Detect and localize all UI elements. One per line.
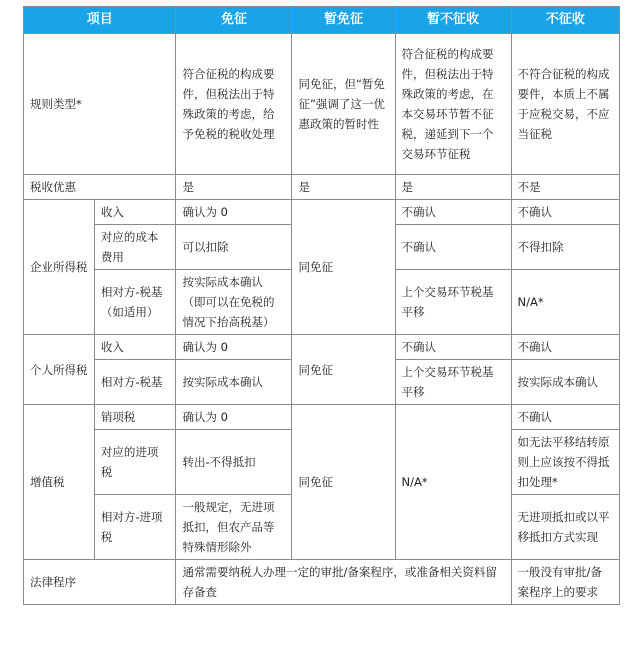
cell-benefit-deferred: 是 [395, 175, 511, 200]
sub-label-iit-basis: 相对方-税基 [94, 360, 176, 405]
table-row [24, 175, 620, 200]
row-label-legal: 法律程序 [24, 560, 176, 605]
cell-cit-basis-deferred: 上个交易环节税基平移 [395, 270, 511, 335]
header-not-taxed: 不征收 [511, 7, 620, 34]
cell-cit-cost-exempt: 可以扣除 [176, 225, 292, 270]
sub-label-vat-input: 对应的进项税 [94, 430, 176, 495]
table-row [24, 34, 620, 175]
cell-vat-output-not-taxed: 不确认 [511, 405, 620, 430]
comparison-table-container [23, 6, 620, 605]
cell-legal-not-taxed: 一般没有审批/备案程序上的要求 [511, 560, 620, 605]
cell-cit-basis-not-taxed: N/A* [511, 270, 620, 335]
table-row [24, 405, 620, 430]
sub-label-cit-income: 收入 [94, 200, 176, 225]
cell-iit-income-not-taxed: 不确认 [511, 335, 620, 360]
cell-cit-income-exempt: 确认为 0 [176, 200, 292, 225]
sub-label-vat-counter-input: 相对方-进项税 [94, 495, 176, 560]
sub-label-vat-output: 销项税 [94, 405, 176, 430]
table-row [24, 200, 620, 225]
cell-iit-basis-exempt: 按实际成本确认 [176, 360, 292, 405]
tax-comparison-table [23, 6, 620, 605]
cell-vat-input-exempt: 转出-不得抵扣 [176, 430, 292, 495]
cell-cit-cost-deferred: 不确认 [395, 225, 511, 270]
cell-cit-income-deferred: 不确认 [395, 200, 511, 225]
cell-legal-common: 通常需要纳税人办理一定的审批/备案程序，或准备相关资料留存备查 [176, 560, 511, 605]
row-label-cit: 企业所得税 [24, 200, 95, 335]
cell-vat-deferred: N/A* [395, 405, 511, 560]
cell-rule-deferred: 符合征税的构成要件，但税法出于特殊政策的考虑，在本交易环节暂不征税，递延到下一个交易环节征税 [395, 34, 511, 175]
header-temp-exempt: 暂免征 [292, 7, 395, 34]
row-label-tax-benefit: 税收优惠 [24, 175, 176, 200]
cell-rule-not-taxed: 不符合征税的构成要件，本质上不属于应税交易，不应当征税 [511, 34, 620, 175]
cell-vat-input-not-taxed: 如无法平移结转原则上应该按不得抵扣处理* [511, 430, 620, 495]
cell-rule-temp-exempt: 同免征，但“暂免征”强调了这一优惠政策的暂时性 [292, 34, 395, 175]
table-row [24, 335, 620, 360]
cell-vat-counter-exempt: 一般规定，无进项抵扣，但农产品等特殊情形除外 [176, 495, 292, 560]
cell-cit-temp-exempt: 同免征 [292, 200, 395, 335]
cell-cit-basis-exempt: 按实际成本确认（即可以在免税的情况下抬高税基） [176, 270, 292, 335]
cell-cit-income-not-taxed: 不确认 [511, 200, 620, 225]
cell-cit-cost-not-taxed: 不得扣除 [511, 225, 620, 270]
cell-vat-counter-not-taxed: 无进项抵扣或以平移抵扣方式实现 [511, 495, 620, 560]
cell-iit-temp-exempt: 同免征 [292, 335, 395, 405]
sub-label-cit-basis: 相对方-税基（如适用） [94, 270, 176, 335]
sub-label-iit-income: 收入 [94, 335, 176, 360]
cell-benefit-exempt: 是 [176, 175, 292, 200]
cell-iit-basis-not-taxed: 按实际成本确认 [511, 360, 620, 405]
cell-iit-income-exempt: 确认为 0 [176, 335, 292, 360]
cell-vat-temp-exempt: 同免征 [292, 405, 395, 560]
sub-label-cit-cost: 对应的成本费用 [94, 225, 176, 270]
header-exempt: 免征 [176, 7, 292, 34]
row-label-rule-type: 规则类型* [24, 34, 176, 175]
row-label-vat: 增值税 [24, 405, 95, 560]
cell-benefit-temp-exempt: 是 [292, 175, 395, 200]
header-deferred: 暂不征收 [395, 7, 511, 34]
header-item: 项目 [24, 7, 176, 34]
cell-iit-basis-deferred: 上个交易环节税基平移 [395, 360, 511, 405]
cell-rule-exempt: 符合征税的构成要件，但税法出于特殊政策的考虑，给予免税的税收处理 [176, 34, 292, 175]
row-label-iit: 个人所得税 [24, 335, 95, 405]
header-row [24, 7, 620, 34]
table-row [24, 560, 620, 605]
cell-vat-output-exempt: 确认为 0 [176, 405, 292, 430]
cell-iit-income-deferred: 不确认 [395, 335, 511, 360]
cell-benefit-not-taxed: 不是 [511, 175, 620, 200]
